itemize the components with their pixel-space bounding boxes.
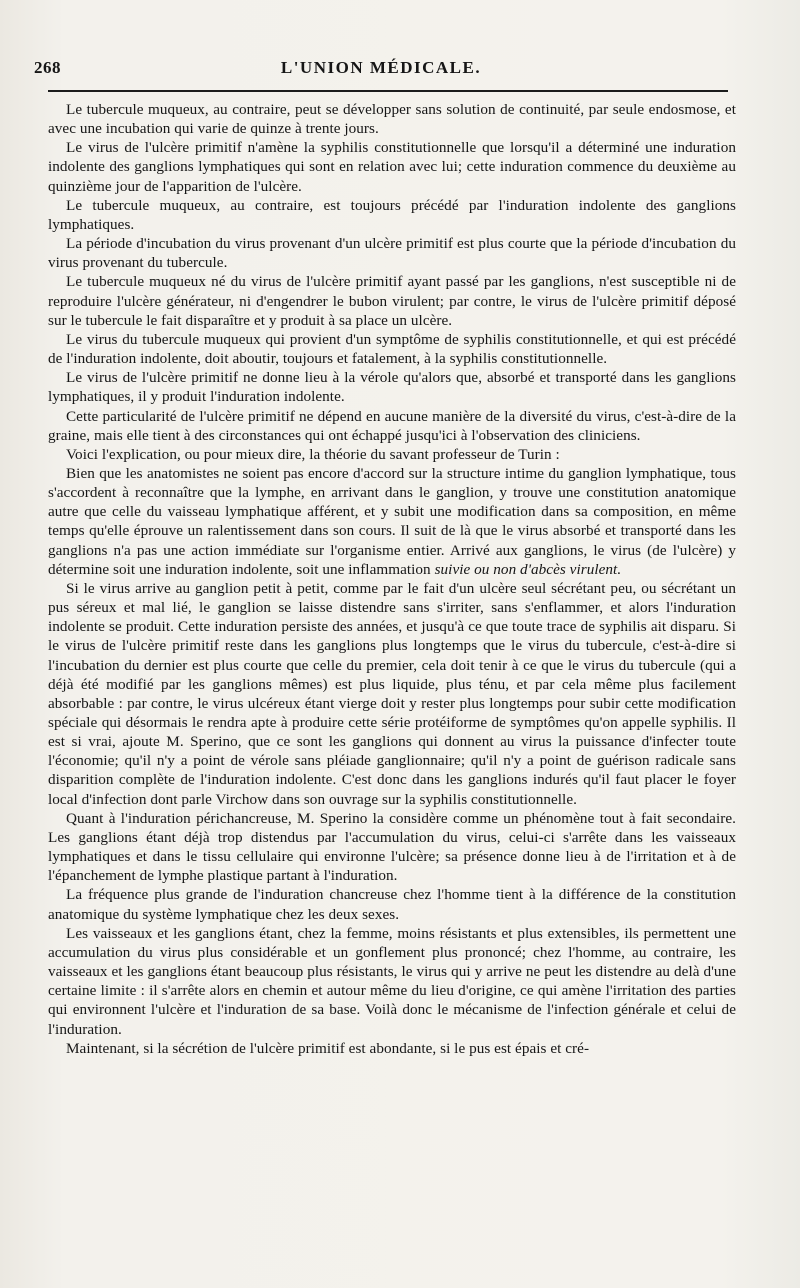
- paragraph-text: Le tubercule muqueux, au contraire, est toujours précédé par l'induration indolente des ganglions lymphatiques.: [48, 196, 736, 233]
- paragraph: [48, 464, 736, 579]
- paragraph-text: Maintenant, si la sécrétion de l'ulcère primitif est abondante, si le pus est épais et cré-: [66, 1039, 590, 1057]
- paragraph: [48, 138, 736, 195]
- paragraph-text: Si le virus arrive au ganglion petit à petit, comme par le fait d'un ulcère seul sécrétant peu, ou sécrétant un pus séreux et mal lié, le ganglion se laisse distendre sans s'irriter, sans s'enflammer, et alors l'induration indolente se produit. Cette induration persiste des années, et jusqu'à ce que toute trace de syphilis ait disparu. Si le virus de l'ulcère primitif reste dans les ganglions plus longtemps que le virus du tubercule, c'est-à-dire si l'incubation du dernier est plus courte que celle du premier, cela doit tenir à ce que le virus du tubercule (qui a déjà été modifié par les ganglions mêmes) est plus liquide, plus ténu, et par cela même plus facilement absorbable : par contre, le virus ulcéreux étant vierge doit y rester plus longtemps pour subir cette modification spéciale qui désormais le rendra apte à produire cette série protéiforme de symptômes qu'on appelle syphilis. Il est si vrai, ajoute M. Sperino, que ce sont les ganglions qui donnent au virus la puissance d'infecter toute l'économie; qu'il n'y a point de vérole sans pléiade ganglionnaire; qu'il n'y a point de guérison radicale sans disparition complète de l'induration indolente. C'est donc dans les ganglions indurés qu'il faut placer le foyer local d'infection dont parle Virchow dans son ouvrage sur la syphilis constitutionnelle.: [48, 579, 736, 808]
- paragraph: [48, 330, 736, 368]
- paragraph: [48, 407, 736, 445]
- paragraph: [48, 100, 736, 138]
- paragraph: [48, 1039, 736, 1058]
- paragraph: [48, 234, 736, 272]
- header-rule: [48, 90, 728, 92]
- paragraph: [48, 445, 736, 464]
- paragraph: [48, 368, 736, 406]
- paragraph: [48, 272, 736, 329]
- paragraph-text: Le virus de l'ulcère primitif n'amène la syphilis constitutionnelle que lorsqu'il a déterminé une induration indolente des ganglions lymphatiques qui sont en relation avec lui; cette induration commence du deuxième au quinzième jour de l'apparition de l'ulcère.: [48, 139, 736, 195]
- paragraph-text: Quant à l'induration périchancreuse, M. Sperino la considère comme un phénomène tout à fait secondaire. Les ganglions étant déjà trop distendus par l'accumulation du virus, celui-ci s'arrête dans les vaisseaux lymphatiques et dans le tissu cellulaire qui environne l'ulcère; sa présence donne lieu à de l'irritation et à de l'épanchement de lymphe plastique partant à l'induration.: [48, 809, 736, 885]
- page-number: 268: [34, 58, 61, 77]
- paragraph-text: Le virus de l'ulcère primitif ne donne lieu à la vérole qu'alors que, absorbé et transporté dans les ganglions lymphatiques, il y produit l'induration indolente.: [48, 369, 736, 406]
- paragraph-text: Cette particularité de l'ulcère primitif ne dépend en aucune manière de la diversité du virus, c'est-à-dire de la graine, mais elle tient à des circonstances qui ont échappé jusqu'ici à l'observation des cliniciens.: [48, 407, 736, 444]
- paragraph-text: Le virus du tubercule muqueux qui provient d'un symptôme de syphilis constitutionnelle, et qui est précédé de l'induration indolente, doit aboutir, toujours et fatalement, à la syphilis constitutionnelle.: [48, 330, 736, 368]
- paragraph-text: Voici l'explication, ou pour mieux dire, la théorie du savant professeur de Turin :: [66, 445, 560, 463]
- paragraph: [48, 579, 736, 809]
- paragraph-text: La période d'incubation du virus provenant d'un ulcère primitif est plus courte que la période d'incubation du virus provenant du tubercule.: [48, 235, 736, 272]
- paragraph-text: Le tubercule muqueux né du virus de l'ulcère primitif ayant passé par les ganglions, n'est susceptible ni de reproduire l'ulcère générateur, ni d'engendrer le bubon virulent; par contre, le virus de l'ulcère primitif déposé sur le tubercule le fait disparaître et y produit à sa place un ulcère.: [48, 273, 736, 329]
- paragraph: [48, 809, 736, 886]
- paragraph-text: Bien que les anatomistes ne soient pas encore d'accord sur la structure intime du ganglion lymphatique, tous s'accordent à reconnaître que la lymphe, en arrivant dans le ganglion, y trouve une constitution anatomique autre que celle du vaisseau lymphatique afférent, et y subit une modification dans sa composition, en même temps qu'elle éprouve un ralentissement dans son cours. Il suit de là que le virus absorbé et transporté dans les ganglions n'a pas une action immédiate sur l'organisme entier. Arrivé aux ganglions, le virus (de l'ulcère) y détermine soit une induration indolente, soit une inflammation: [48, 464, 736, 578]
- article-body: [48, 100, 736, 1058]
- paragraph-text: Les vaisseaux et les ganglions étant, chez la femme, moins résistants et plus extensibles, ils permettent une accumulation du virus plus considérable et un gonflement plus prononcé; chez l'homme, au contraire, les vaisseaux et les ganglions étant beaucoup plus résistants, le virus qui y arrive ne peut les distendre au delà d'une certaine limite : il s'arrête alors en chemin et autour même du lieu d'origine, ce qui amène l'irritation des parties qui environnent l'ulcère et l'induration de sa base. Voilà donc le mécanisme de l'infection générale et celui de l'induration.: [48, 924, 736, 1038]
- paragraph-text: La fréquence plus grande de l'induration chancreuse chez l'homme tient à la différence de la constitution anatomique du système lymphatique chez les deux sexes.: [48, 886, 736, 923]
- page-header: [34, 58, 728, 82]
- paragraph-italic-text: suivie ou non d'abcès virulent.: [434, 560, 622, 578]
- paragraph: [48, 196, 736, 234]
- running-title: L'UNION MÉDICALE.: [280, 58, 482, 77]
- paragraph-text: Le tubercule muqueux, au contraire, peut se développer sans solution de continuité, par seule endosmose, et avec une incubation qui varie de quinze à trente jours.: [48, 101, 736, 138]
- paragraph: [48, 885, 736, 923]
- paragraph: [48, 924, 736, 1039]
